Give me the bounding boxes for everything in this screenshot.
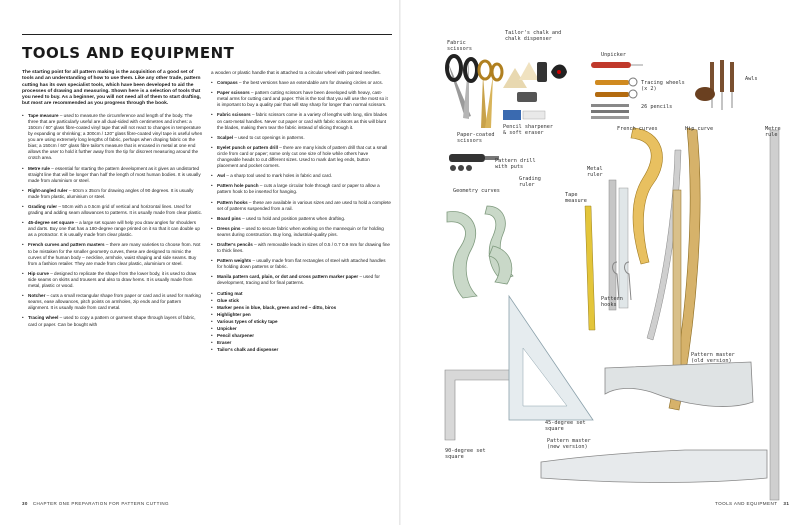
tool-description: – these are available in various sizes and are used to hold a complete set of patterns suspended from a rail. bbox=[217, 199, 391, 211]
tool-description: – used to copy a pattern or garment shape through layers of fabric, card or paper. Can be bought with bbox=[28, 315, 196, 327]
supply-item: • Eraser bbox=[211, 340, 392, 346]
tool-description: – cuts a large circular hole through card or paper to allow a pattern hook to be inserted for hanging. bbox=[217, 183, 380, 195]
tool-term: French curves and pattern masters bbox=[28, 242, 105, 248]
metre-rule-image bbox=[770, 130, 779, 500]
tool-entry bbox=[22, 220, 203, 238]
tool-entry bbox=[211, 90, 392, 108]
label-right-angle-square: 90-degree set square bbox=[445, 448, 486, 460]
text-columns bbox=[22, 70, 392, 354]
sharpener-eraser-image bbox=[503, 110, 545, 120]
tool-entry bbox=[211, 80, 392, 86]
label-pencils: 26 pencils bbox=[641, 104, 673, 110]
supply-item: • Cutting mat bbox=[211, 291, 392, 297]
tailors-chalk-image bbox=[503, 62, 567, 102]
tool-entry bbox=[211, 274, 392, 286]
tool-term: Drafter's pencils bbox=[217, 241, 253, 247]
page-title: TOOLS AND EQUIPMENT bbox=[22, 44, 235, 62]
tool-description: – 50cm with a 0.5cm grid of vertical and horizontal lines. Used for grading and adding seam allowances to patterns. It is usually made from clear plastic. bbox=[28, 204, 203, 216]
tool-term: Dress pins bbox=[217, 225, 241, 231]
tool-term: Compass bbox=[217, 80, 238, 86]
yardstick-image bbox=[673, 190, 681, 370]
supply-item: • Various types of sticky tape bbox=[211, 319, 392, 325]
tool-entry bbox=[22, 188, 203, 200]
tool-description: – cuts a small rectangular shape from paper or card and is used for marking seams, ease allowances, pitch points on armholes, zip ends and for pattern alignment. It is usually made from card metal. bbox=[28, 293, 201, 311]
supply-item: • Unpicker bbox=[211, 326, 392, 332]
label-french-curve: French curves bbox=[617, 126, 658, 132]
entry-list-1 bbox=[22, 113, 203, 328]
label-pencil-sharpener: Pencil sharpener & soft eraser bbox=[503, 124, 553, 136]
supply-item: • Pencil sharpener bbox=[211, 333, 392, 339]
tool-entry bbox=[211, 200, 392, 212]
tool-term: Scalpel bbox=[217, 134, 234, 140]
label-pattern-master-new: Pattern master (new version) bbox=[547, 438, 591, 450]
label-grading-ruler: Grading ruler bbox=[519, 176, 541, 188]
label-awls: Awls bbox=[745, 76, 758, 82]
tool-entry bbox=[211, 145, 392, 169]
tool-term: Fabric scissors bbox=[217, 112, 251, 118]
section-label: TOOLS AND EQUIPMENT bbox=[715, 501, 778, 506]
unpicker-image bbox=[591, 62, 643, 68]
tool-term: 45-degree set square bbox=[28, 220, 74, 226]
tool-description: – used to secure fabric when working on the mannequin or for holding seams during construction. Buy long, industrial-quality pins. bbox=[217, 225, 384, 237]
tape-measure-image bbox=[585, 206, 595, 330]
tool-description: – there are many varieties to choose from. Not to be mistaken for the smaller geometry curves, these are designed to mimic the curves of the human body – neckline, armhole, waist shaping and side seams. Buy from a fashion retailer. They are made from clear plastic, aluminium or steel. bbox=[28, 242, 201, 266]
geometry-curves-image bbox=[447, 206, 513, 298]
label-geometry-curves: Geometry curves bbox=[453, 188, 500, 194]
tool-entry bbox=[211, 226, 392, 238]
set-square-image bbox=[509, 296, 593, 420]
continued-paragraph: a wooden or plastic handle that is attached to a circular wheel with pointed needles. bbox=[211, 70, 381, 75]
metal-ruler-image bbox=[609, 180, 616, 310]
tool-description: – used for development, tracing and for final patterns. bbox=[217, 274, 380, 286]
tool-term: Tape measure bbox=[28, 112, 59, 118]
tracing-wheels-image bbox=[595, 78, 637, 98]
label-metal-ruler: Metal ruler bbox=[587, 166, 603, 178]
label-pattern-master-old: Pattern master (old version) bbox=[691, 352, 735, 364]
tool-term: Notcher bbox=[28, 293, 46, 299]
supply-item: • Highlighter pen bbox=[211, 312, 392, 318]
tool-entry bbox=[211, 216, 392, 222]
tool-term: Eyelet punch or pattern drill bbox=[217, 144, 279, 150]
label-hip-curve: Hip curve bbox=[685, 126, 714, 132]
pattern-drill-image bbox=[449, 154, 499, 171]
tool-entry bbox=[211, 173, 392, 179]
tool-term: Right-angled ruler bbox=[28, 187, 68, 193]
entry-list-2 bbox=[211, 80, 392, 286]
awls-image bbox=[695, 60, 734, 110]
page-gutter bbox=[399, 0, 401, 525]
footer-left bbox=[22, 501, 169, 506]
tool-description: – pattern cutting scissors have been developed with heavy, cast-metal arms for cutting card and paper. This is the tool that you will use the most so it is important to buy a quality pair that will stay sharp for longer than normal scissors. bbox=[217, 90, 388, 108]
tool-description: – a large set square will help you draw angles for shoulders and darts. Buy one that has a 180-degree range printed on it so that it can double up as a protractor. It is usually made from clear plastic. bbox=[28, 220, 200, 238]
right-page bbox=[405, 0, 800, 525]
tool-description: – 60cm x 35cm for drawing angles of 90 degrees. It is usually made from plastic, aluminium or steel. bbox=[28, 187, 194, 199]
tool-term: Awl bbox=[217, 173, 226, 179]
tool-entry bbox=[211, 183, 392, 195]
tool-entry bbox=[211, 135, 392, 141]
pencils-image bbox=[591, 104, 629, 119]
label-tracing-wheels: Tracing wheels (x 2) bbox=[641, 80, 685, 92]
tool-description: – the best versions have an extendable arm for drawing circles or arcs. bbox=[237, 80, 383, 86]
tool-term: Paper scissors bbox=[217, 90, 250, 96]
tool-description: – designed to replicate the shape from the lower body, it is used to draw side seams on skirts and trousers and also to draw hems. It is usually made from metal, plastic or wood. bbox=[28, 270, 197, 289]
chapter-label: CHAPTER ONE PREPARATION FOR PATTERN CUTTING bbox=[32, 501, 169, 506]
tool-entry bbox=[22, 293, 203, 311]
tool-description: – essential for starting the pattern development as it gives an undistorted straight line that will be longer than half the length of most human bodies. It is usually made from aluminium or steel. bbox=[28, 165, 201, 183]
tool-term: Tracing wheel bbox=[28, 315, 59, 321]
tool-term: Pattern hole punch bbox=[217, 183, 259, 189]
label-paper-scissors: Paper-coated scissors bbox=[457, 132, 495, 144]
text-column-1 bbox=[22, 70, 203, 354]
intro-paragraph: The starting point for all pattern making is the acquisition of a good set of tools and an understanding of how to use them. Like any other trade, pattern cutting has its own specialist tools, which have been developed to aid the processes of drawing and measuring. Shown here is a selection of tools that you need to buy. As a beginner, you will not need all of them to start drafting, but most are recommended as you progress through the book. bbox=[22, 70, 201, 107]
fabric-scissors-image bbox=[447, 56, 477, 119]
page-number-left: 30 bbox=[22, 501, 28, 506]
tool-term: Board pins bbox=[217, 215, 241, 221]
tools-illustration bbox=[405, 0, 800, 525]
tool-description: – usually made from flat rectangles of steel with attached handles for holding down patterns or fabric. bbox=[217, 258, 386, 270]
tool-entry bbox=[22, 204, 203, 216]
label-fabric-scissors: Fabric scissors bbox=[447, 40, 472, 52]
plain-list bbox=[211, 291, 392, 354]
page-number-right: 31 bbox=[783, 501, 790, 506]
pattern-master-old-image bbox=[605, 362, 753, 407]
label-unpicker: Unpicker bbox=[601, 52, 626, 58]
tool-description: – used to hold and position patterns when drafting. bbox=[241, 215, 346, 221]
tool-entry bbox=[211, 258, 392, 270]
tool-entry bbox=[22, 113, 203, 162]
tool-entry bbox=[22, 242, 203, 266]
tool-term: Hip curve bbox=[28, 270, 49, 276]
tool-term: Grading ruler bbox=[28, 204, 58, 209]
tool-description: – used to cut openings in patterns. bbox=[233, 134, 305, 140]
supply-item: • Marker pens in blue, black, green and red – ditto, biros bbox=[211, 305, 392, 311]
tool-term: Metre rule bbox=[28, 165, 50, 171]
pattern-master-new-image bbox=[541, 450, 767, 483]
label-pattern-drill: Pattern drill with puts bbox=[495, 158, 536, 170]
footer-right bbox=[715, 501, 789, 506]
tool-term: Pattern hooks bbox=[217, 199, 248, 205]
tool-entry bbox=[22, 166, 203, 184]
left-page bbox=[22, 20, 392, 510]
tool-entry bbox=[22, 271, 203, 289]
supply-item: • Tailor's chalk and dispenser bbox=[211, 347, 392, 353]
label-metre-rule: Metre rule bbox=[765, 126, 781, 138]
label-tape-measure: Tape measure bbox=[565, 192, 587, 204]
tool-description: – used to measure the circumference and length of the body. The three that are particularly useful are all dual-sided with centimetres and inches: a 150cm / 60" glass fibre-coated vinyl tape that will not react to changes in temperature by expanding or shrinking; a 300cm / 120" glass fibre-coated vinyl tape is useful when you are using extremely long lengths of fabric, perhaps when draping fabric on the bias; a 150cm / 60" glass fibre tailor's measure that is encased in metal at one end allows the user to hold it further away from the tip for discreet measuring around the crotch area. bbox=[28, 112, 203, 161]
tool-description: – fabric scissors come in a variety of lengths with long, slim blades on cast-metal handles. Never cut paper or card with fabric scissors as this will blunt the blades, making them tear the fabric instead of slicing through it. bbox=[217, 112, 388, 130]
grading-ruler-image bbox=[619, 188, 628, 308]
title-rule bbox=[22, 34, 392, 35]
tool-description: – with removable leads in sizes of 0.5 / 0.7 0.9 mm for drawing fine to thick lines. bbox=[217, 241, 390, 254]
tool-term: Manila pattern card, plain, or dot and cross pattern marker paper bbox=[217, 274, 359, 280]
supply-item: • Glue stick bbox=[211, 298, 392, 304]
paper-scissors-image bbox=[479, 61, 502, 128]
tool-entry bbox=[22, 315, 203, 327]
label-tailors-chalk: Tailor's chalk and chalk dispenser bbox=[505, 30, 562, 42]
label-set-square: 45-degree set square bbox=[545, 420, 586, 432]
tool-description: – a sharp tool used to mark holes in fabric and card. bbox=[225, 173, 333, 179]
tool-term: Pattern weights bbox=[217, 258, 252, 264]
text-column-2 bbox=[211, 70, 392, 354]
tool-description: – there are many kinds of pattern drill that cut a small circle from card or paper; some only cut one size of hole while others have changeable heads to cut different sizes. Used to mark dart leg ends, button placement and pocket corners. bbox=[217, 144, 388, 169]
french-curve-image bbox=[631, 128, 663, 264]
tool-entry bbox=[211, 112, 392, 130]
label-pattern-hooks: Pattern hooks bbox=[601, 296, 623, 308]
tool-entry bbox=[211, 242, 392, 254]
